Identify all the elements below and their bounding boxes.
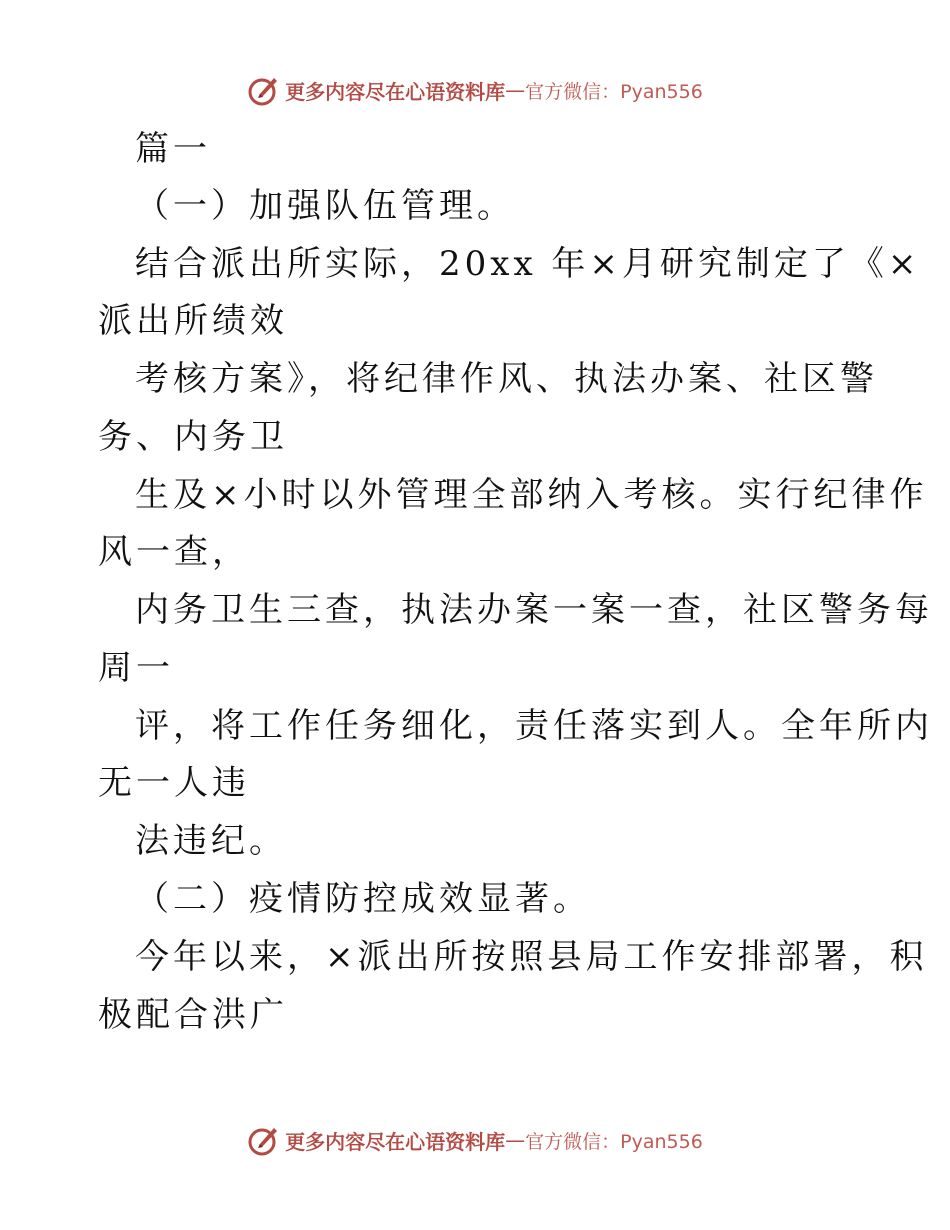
document-line: 篇一 bbox=[135, 129, 211, 169]
document-line: （二）疫情防控成效显著。 bbox=[135, 879, 591, 919]
header-separator: — bbox=[505, 78, 526, 102]
document-line: 生及×小时以外管理全部纳入考核。实行纪律作 bbox=[135, 475, 928, 515]
document-line: 考核方案》，将纪律作风、执法办案、社区警 bbox=[135, 359, 878, 399]
document-line: 极配合洪广 bbox=[98, 995, 288, 1035]
quill-logo-icon bbox=[247, 73, 281, 107]
footer-banner-text: 更多内容尽在心语资料库 bbox=[285, 1129, 506, 1154]
header-banner-text: 更多内容尽在心语资料库 bbox=[285, 79, 506, 104]
document-line: 今年以来，×派出所按照县局工作安排部署，积 bbox=[135, 937, 928, 977]
document-line: 风一查， bbox=[98, 532, 250, 572]
document-line: 务、内务卫 bbox=[98, 417, 288, 457]
document-line: 法违纪。 bbox=[135, 821, 287, 861]
footer-separator: — bbox=[505, 1128, 526, 1152]
document-line: 评，将工作任务细化，责任落实到人。全年所内 bbox=[135, 706, 933, 746]
document-line: 无一人违 bbox=[98, 763, 250, 803]
footer-wechat: 官方微信：Pyan556 bbox=[525, 1130, 703, 1153]
header-wechat: 官方微信：Pyan556 bbox=[525, 80, 703, 103]
footer-banner bbox=[0, 1120, 950, 1160]
document-line: （一）加强队伍管理。 bbox=[135, 186, 515, 226]
document-line: 结合派出所实际，20xx 年×月研究制定了《× bbox=[135, 244, 921, 284]
quill-logo-icon bbox=[247, 1123, 281, 1157]
document-line: 内务卫生三查，执法办案一案一查，社区警务每 bbox=[135, 590, 933, 630]
document-line: 派出所绩效 bbox=[98, 301, 288, 341]
header-banner bbox=[0, 70, 950, 110]
document-line: 周一 bbox=[98, 648, 174, 688]
